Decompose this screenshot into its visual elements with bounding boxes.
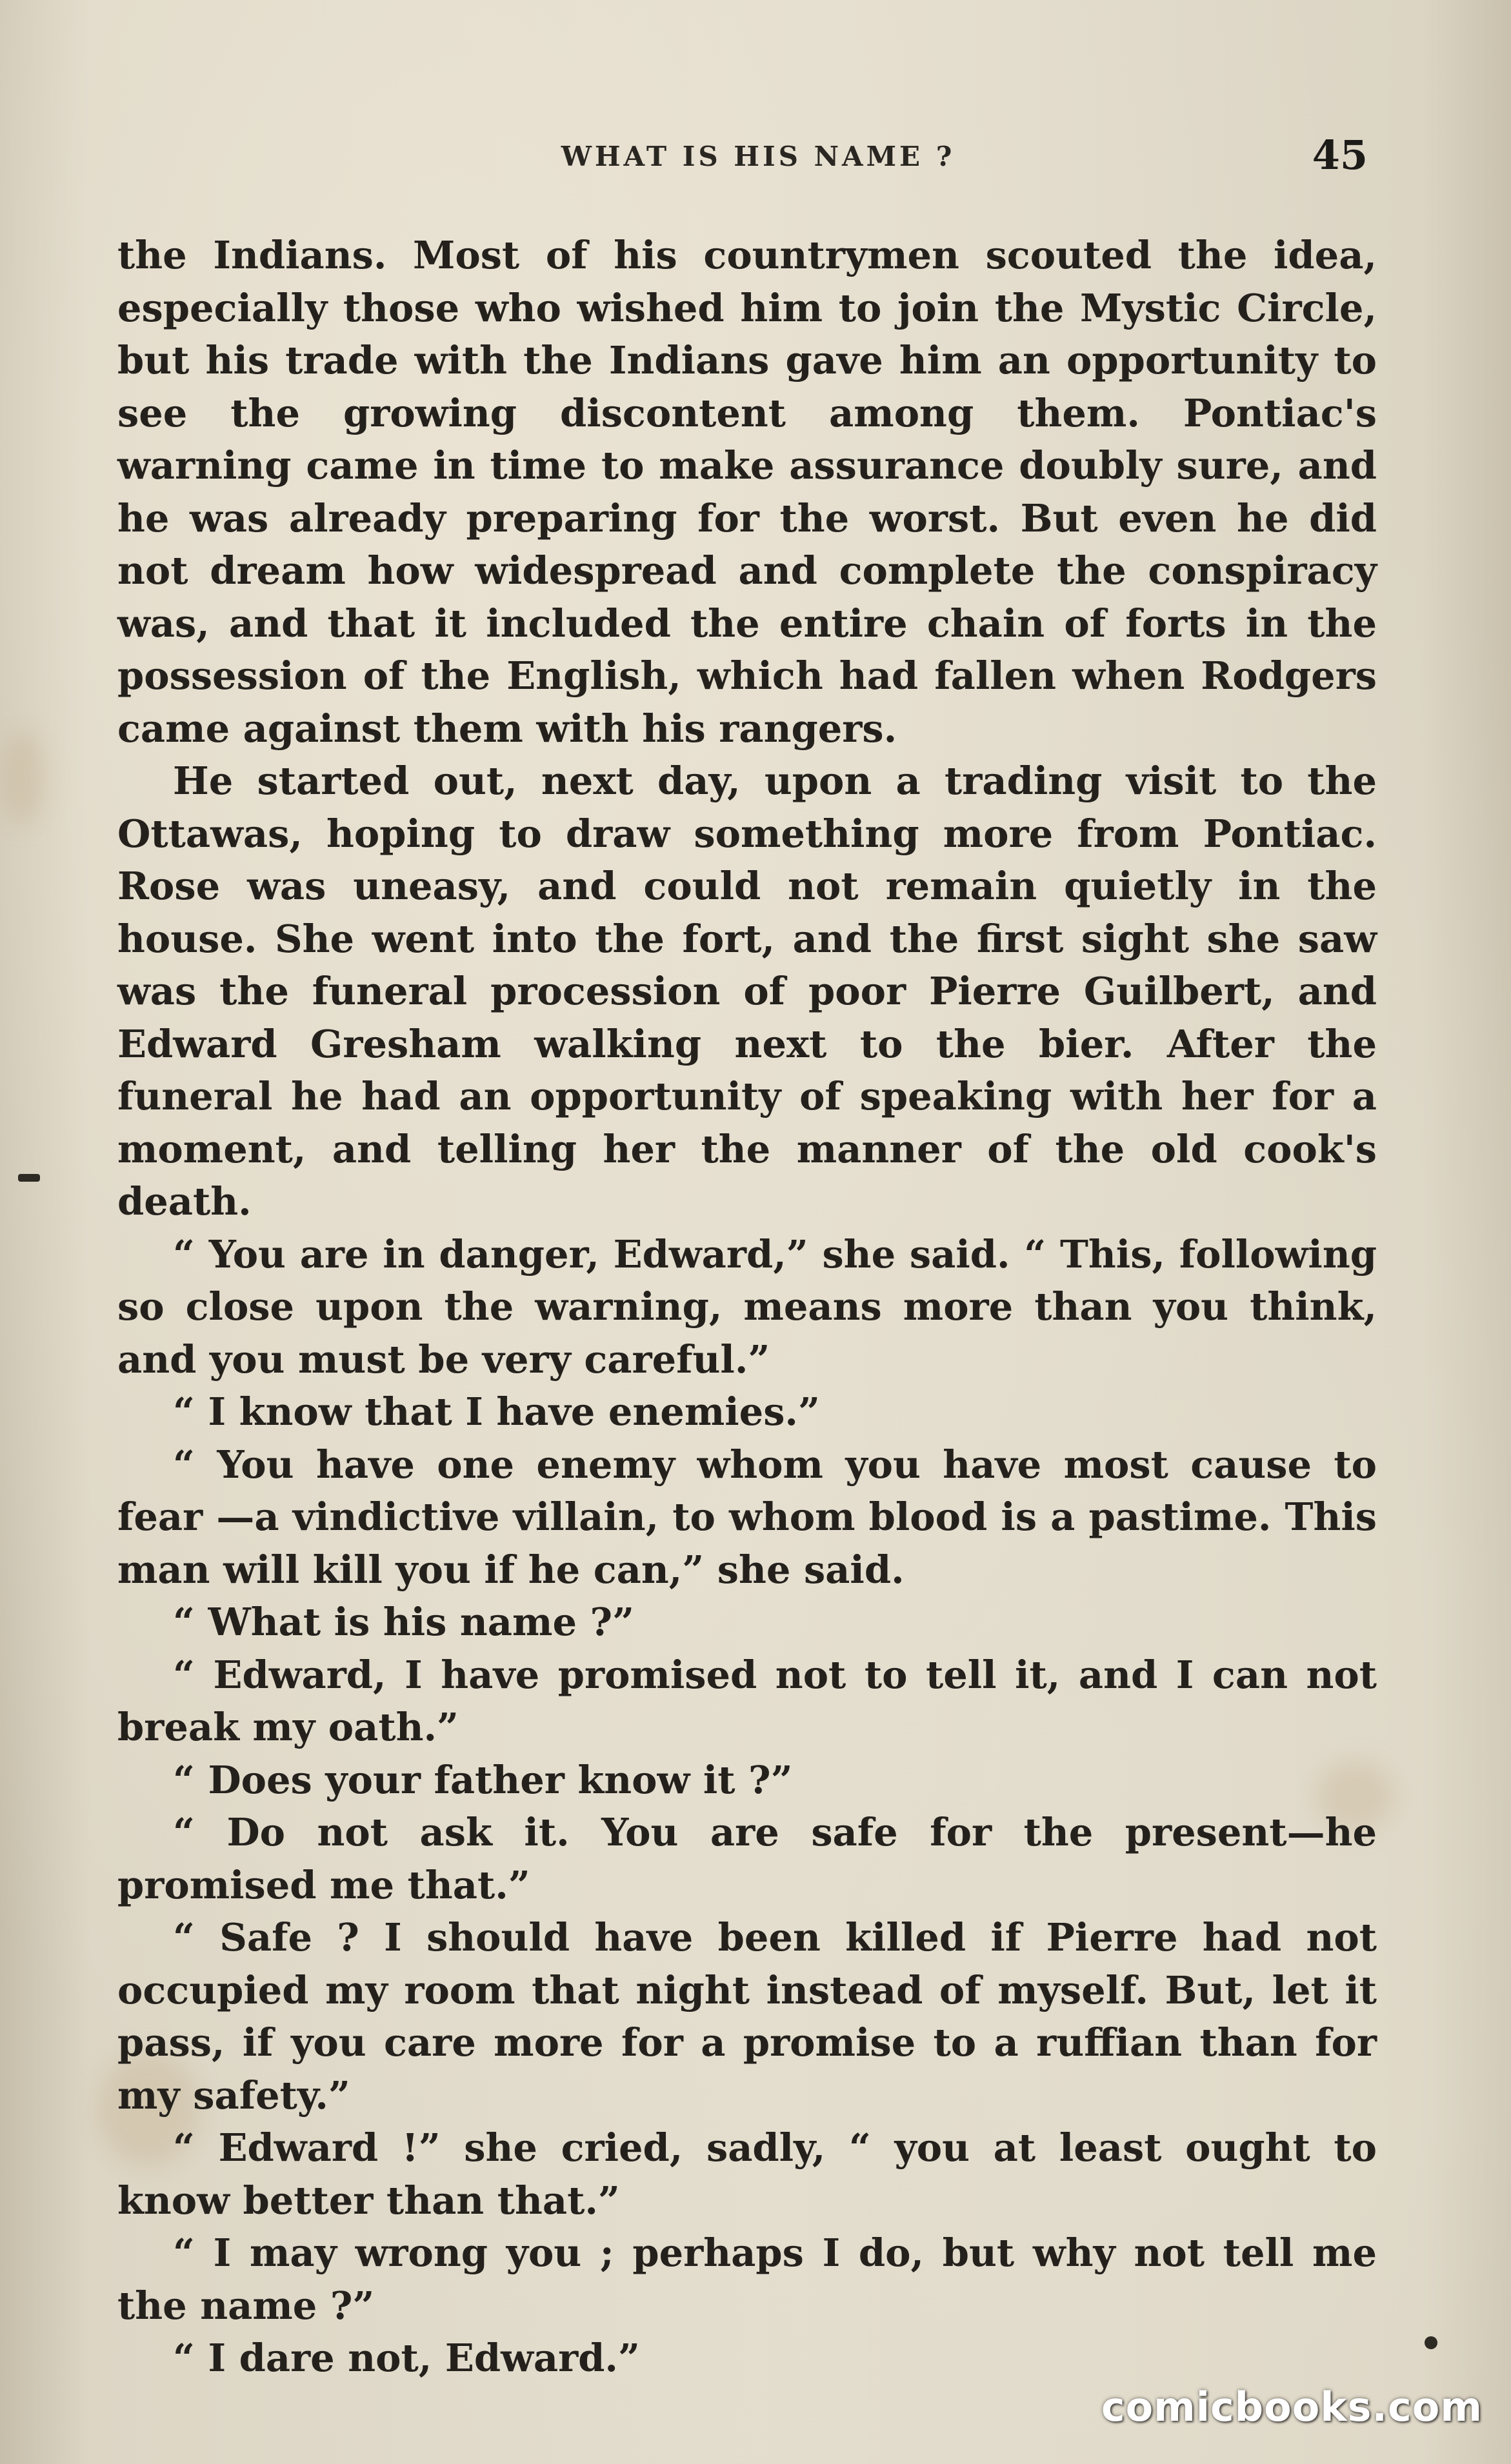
paper-stain <box>0 729 45 826</box>
paragraph: “ Do not ask it. You are safe for the present—he promised me that.” <box>117 1810 1377 1907</box>
paragraph: “ Safe ? I should have been killed if Pierre had not occupied my room that night instead of myself. But, let it pass, if you care more for a promise to a ruffian than for my safety.” <box>117 1915 1377 2118</box>
running-title: WHAT IS HIS NAME ? <box>561 141 956 172</box>
paragraph: He started out, next day, upon a trading visit to the Ottawas, hoping to draw something more from Pontiac. Rose was uneasy, and could not remain quietly in the house. She went into the fort, and the first sight she saw was the funeral procession of poor Pierre Guilbert, and Edward Gresham walking next to the bier. After the funeral he had an opportunity of speaking with her for a moment, and telling her the manner of the old cook's death. <box>117 759 1377 1224</box>
edge-mark <box>18 1174 40 1182</box>
paragraph: “ What is his name ?” <box>173 1600 635 1644</box>
paragraph: “ I know that I have enemies.” <box>173 1389 820 1434</box>
page-header <box>116 129 1400 187</box>
page-number: 45 <box>1312 132 1368 179</box>
paragraph: “ You are in danger, Edward,” she said. “ This, following so close upon the warning, means more than you think, and you must be very careful.” <box>117 1231 1377 1382</box>
edge-mark <box>1425 2336 1437 2349</box>
paragraph: the Indians. Most of his countrymen scouted the idea, especially those who wished him to join the Mystic Circle, but his trade with the Indians gave him an opportunity to see the growing discontent among them. Pontiac's warning came in time to make assurance doubly sure, and he was already preparing for the worst. But even he did not dream how widespread and complete the conspiracy was, and that it included the entire chain of forts in the possession of the English, which had fallen when Rodgers came against them with his rangers. <box>117 233 1377 751</box>
paragraph: “ I dare not, Edward.” <box>173 2336 640 2380</box>
paragraph: “ I may wrong you ; perhaps I do, but why not tell me the name ?” <box>117 2231 1377 2328</box>
paragraph: “ You have one enemy whom you have most cause to fear —a vindictive villain, to whom blood is a pastime. This man will kill you if he can,” she said. <box>117 1442 1377 1592</box>
paragraph: “ Does your father know it ?” <box>173 1757 793 1802</box>
body-text <box>117 229 1377 2385</box>
site-watermark: comicbooks.com <box>1101 2383 1483 2430</box>
paragraph: “ Edward, I have promised not to tell it, and I can not break my oath.” <box>117 1652 1377 1749</box>
paragraph: “ Edward !” she cried, sadly, “ you at least ought to know better than that.” <box>117 2125 1377 2223</box>
